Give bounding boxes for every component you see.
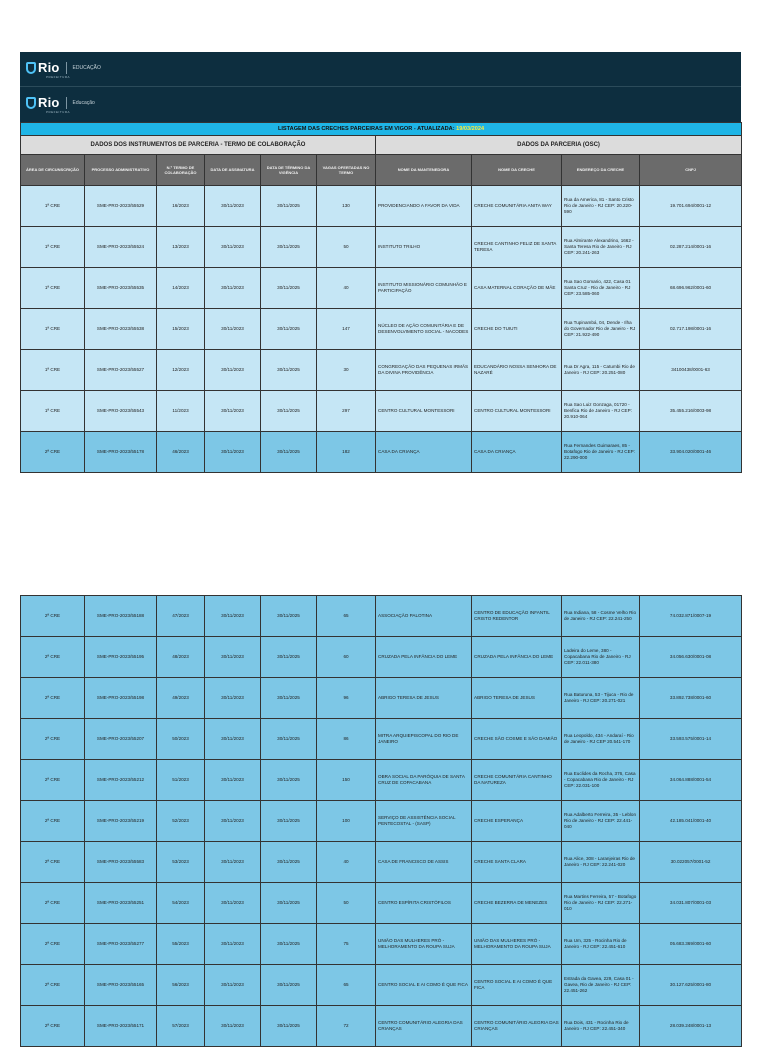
cell-termo: 14/2023 [157,268,205,309]
cell-vagas: 297 [317,391,376,432]
cell-area: 2ª CRE [21,432,85,473]
table-row [21,432,742,473]
table-row [21,350,742,391]
cell-termino: 30/11/2025 [261,719,317,760]
cell-mantenedora: UNIÃO DAS MULHERES PRÓ - MELHORAMENTO DA ROUPA SUJA [376,924,472,965]
cell-creche: EDUCANDÁRIO NOSSA SENHORA DE NAZARÉ [472,350,562,391]
cell-mantenedora: NÚCLEO DE AÇÃO COMUNITÁRIA E DE DESENVOLVIMENTO SOCIAL - NACODES [376,309,472,350]
cell-assinatura: 30/11/2023 [205,924,261,965]
cell-creche: CRECHE COMUNITÁRIA ANITA WAY [472,186,562,227]
cell-endereco: Rua Adalberto Ferreira, 35 - Leblon Rio de Janeiro - RJ CEP: 22.441-040 [562,801,640,842]
cell-cnpj: 30.022057/0001-52 [640,842,742,883]
cell-creche: CRECHE ESPERANÇA [472,801,562,842]
cell-processo: SME-PRO-2023/55207 [85,719,157,760]
col-termo: N.º TERMO DE COLABORAÇÃO [157,155,205,186]
table-body-1 [21,186,742,473]
cell-endereco: Ladeira do Leme, 380 - Copacabana Rio de Janeiro - RJ CEP: 22.011-380 [562,637,640,678]
cell-assinatura: 30/11/2023 [205,801,261,842]
cell-vagas: 50 [317,883,376,924]
cell-creche: CENTRO COMUNITÁRIO ALEGRIA DAS CRIANÇAS [472,1006,562,1047]
table-row [21,309,742,350]
col-creche: NOME DA CRECHE [472,155,562,186]
department-label: EDUCAÇÃO [72,64,101,71]
cell-vagas: 72 [317,1006,376,1047]
column-header-row [21,155,742,186]
cell-termo: 48/2023 [157,637,205,678]
cell-vagas: 30 [317,350,376,391]
cell-creche: CASA MATERNAL CORAÇÃO DE MÃE [472,268,562,309]
update-date: 19/03/2024 [456,126,485,132]
cell-vagas: 150 [317,760,376,801]
cell-area: 2ª CRE [21,637,85,678]
cell-creche: CRECHE SANTA CLARA [472,842,562,883]
cell-mantenedora: INSTITUTO MISSIONÁRIO COMUNHÃO E PARTICIPAÇÃO [376,268,472,309]
table-row [21,268,742,309]
cell-processo: SME-PRO-2023/55188 [85,596,157,637]
cell-mantenedora: OBRA SOCIAL DA PARÓQUIA DE SANTA CRUZ DE COPACABANA [376,760,472,801]
cell-processo: SME-PRO-2023/55277 [85,924,157,965]
cell-vagas: 50 [317,227,376,268]
cell-endereco: Rua Martins Ferreira, 57 - Botafogo Rio de Janeiro - RJ CEP: 22.271-010 [562,883,640,924]
cell-creche: CRECHE SÃO COSME E SÃO DAMIÃO [472,719,562,760]
cell-endereco: Rua Fernandes Guimaraes, 85 - Botafogo Rio de Janeiro - RJ CEP: 22.290-000 [562,432,640,473]
cell-endereco: Rua Tupinambá, 04, Dende - Ilha do Governador Rio de Janeiro - RJ CEP: 21.922-490 [562,309,640,350]
cell-area: 2ª CRE [21,842,85,883]
cell-creche: CENTRO SOCIAL E AI COMO É QUE FICA [472,965,562,1006]
cell-cnpj: 02.287.214/0001-16 [640,227,742,268]
cell-endereco: Rua Euclides da Rocha, 376, Casa - Copacabana Rio de Janeiro - RJ CEP: 22.031-100 [562,760,640,801]
cell-assinatura: 30/11/2023 [205,268,261,309]
cell-area: 1ª CRE [21,227,85,268]
cell-creche: UNIÃO DAS MULHERES PRÓ - MELHORAMENTO DA ROUPA SUJA [472,924,562,965]
cell-termino: 30/11/2025 [261,842,317,883]
cell-termino: 30/11/2025 [261,637,317,678]
cell-vagas: 60 [317,637,376,678]
cell-termino: 30/11/2025 [261,801,317,842]
cell-cnpj: 34100438/0001-63 [640,350,742,391]
cell-cnpj: 28.039.248/0001-13 [640,1006,742,1047]
cell-termo: 55/2023 [157,924,205,965]
table-row [21,637,742,678]
table-row [21,391,742,432]
table-row [21,1006,742,1047]
cell-cnpj: 74.032.871/0007-19 [640,596,742,637]
cell-termo: 52/2023 [157,801,205,842]
page-title: LISTAGEM DAS CRECHES PARCEIRAS EM VIGOR - ATUALIZADA: 19/03/2024 [21,123,742,136]
cell-mantenedora: CONGREGAÇÃO DAS PEQUENAS IRMÃS DA DIVINA PROVIDÊNCIA [376,350,472,391]
cell-assinatura: 30/11/2023 [205,391,261,432]
logo-divider [66,62,67,74]
cell-termo: 53/2023 [157,842,205,883]
section-header-row [21,136,742,155]
logo-divider [66,97,67,109]
cell-termo: 46/2023 [157,432,205,473]
cell-termino: 30/11/2025 [261,186,317,227]
table-row [21,678,742,719]
cell-area: 2ª CRE [21,719,85,760]
cell-vagas: 86 [317,719,376,760]
cell-termino: 30/11/2025 [261,596,317,637]
creches-table-part-2 [20,595,742,1047]
cell-termo: 47/2023 [157,596,205,637]
cell-termino: 30/11/2025 [261,760,317,801]
cell-termino: 30/11/2025 [261,391,317,432]
cell-termino: 30/11/2025 [261,883,317,924]
cell-assinatura: 30/11/2023 [205,596,261,637]
cell-termino: 30/11/2025 [261,924,317,965]
cell-area: 2ª CRE [21,596,85,637]
table-row [21,760,742,801]
table-body-2 [21,596,742,1047]
cell-assinatura: 30/11/2023 [205,186,261,227]
cell-termo: 51/2023 [157,760,205,801]
cell-termo: 16/2023 [157,186,205,227]
table-row [21,801,742,842]
cell-assinatura: 30/11/2023 [205,227,261,268]
cell-termo: 57/2023 [157,1006,205,1047]
cell-mantenedora: ABRIGO TERESA DE JESUS [376,678,472,719]
table-row [21,883,742,924]
cell-area: 1ª CRE [21,350,85,391]
table-row [21,596,742,637]
cell-assinatura: 30/11/2023 [205,883,261,924]
cell-cnpj: 34.031.807/0001-03 [640,883,742,924]
cell-processo: SME-PRO-2023/55583 [85,842,157,883]
cell-endereco: Rua da America, 81 - Santo Cristo Rio de Janeiro - RJ CEP: 20.220-590 [562,186,640,227]
col-termino: DATA DE TÉRMINO DA VIGÊNCIA [261,155,317,186]
cell-termo: 15/2023 [157,309,205,350]
cell-area: 1ª CRE [21,186,85,227]
cell-mantenedora: CENTRO ESPÍRITA CRISTÓFILOS [376,883,472,924]
col-processo: PROCESSO ADMINISTRATIVO [85,155,157,186]
cell-processo: SME-PRO-2023/55543 [85,391,157,432]
second-banner [20,86,741,123]
cell-creche: ABRIGO TERESA DE JESUS [472,678,562,719]
rio-logo: Rio PREFEITURA EDUCAÇÃO [26,60,101,75]
cell-processo: SME-PRO-2023/55198 [85,678,157,719]
cell-area: 1ª CRE [21,268,85,309]
cell-vagas: 147 [317,309,376,350]
cell-mantenedora: ASSOCIAÇÃO PALOTINA [376,596,472,637]
cell-cnpj: 33.892.738/0001-60 [640,678,742,719]
cell-processo: SME-PRO-2023/55195 [85,637,157,678]
cell-vagas: 40 [317,268,376,309]
cell-creche: CASA DA CRIANÇA [472,432,562,473]
cell-mantenedora: CASA DA CRIANÇA [376,432,472,473]
col-mantenedora: NOME DA MANTENEDORA [376,155,472,186]
cell-vagas: 100 [317,801,376,842]
cell-assinatura: 30/11/2023 [205,432,261,473]
col-vagas: VAGAS OFERTADAS NO TERMO [317,155,376,186]
cell-processo: SME-PRO-2023/55524 [85,227,157,268]
top-banner [20,52,741,86]
cell-mantenedora: CASA DE FRANCISCO DE ASSIS [376,842,472,883]
cell-cnpj: 34.064.888/0001-54 [640,760,742,801]
cell-mantenedora: SERVIÇO DE ASSISTÊNCIA SOCIAL PENTECOSTAL - (SASP) [376,801,472,842]
table-row [21,924,742,965]
rio-logo-icon [26,62,36,74]
section-instrumentos: DADOS DOS INSTRUMENTOS DE PARCERIA - TERMO DE COLABORAÇÃO [21,136,376,155]
cell-termo: 50/2023 [157,719,205,760]
cell-endereco: Rua Baturuna, 53 - Tijuca - Rio de Janeiro - RJ CEP: 20.271-021 [562,678,640,719]
cell-cnpj: 34.056.630/0001-08 [640,637,742,678]
cell-endereco: Rua Alice, 308 - Laranjeiras Rio de Janeiro - RJ CEP: 22.241-020 [562,842,640,883]
cell-area: 2ª CRE [21,965,85,1006]
cell-vagas: 40 [317,842,376,883]
cell-vagas: 130 [317,186,376,227]
department-label: Educação [72,99,95,106]
cell-assinatura: 30/11/2023 [205,1006,261,1047]
cell-assinatura: 30/11/2023 [205,760,261,801]
cell-creche: CRUZADA PELA INFÂNCIA DO LEME [472,637,562,678]
table-row [21,842,742,883]
cell-termino: 30/11/2025 [261,678,317,719]
col-cnpj: CNPJ [640,155,742,186]
cell-area: 2ª CRE [21,883,85,924]
rio-logo-secondary: Rio PREFEITURA Educação [26,95,95,110]
table-row [21,719,742,760]
cell-endereco: Rua Dr Agra, 115 - Catumbi Rio de Janeiro - RJ CEP: 20.251-080 [562,350,640,391]
cell-processo: SME-PRO-2023/55212 [85,760,157,801]
cell-creche: CRECHE BEZERRA DE MENEZES [472,883,562,924]
cell-cnpj: 33.904.020/0001-46 [640,432,742,473]
rio-logo-icon [26,97,36,109]
cell-cnpj: 35.455.216/0003-98 [640,391,742,432]
cell-termino: 30/11/2025 [261,350,317,391]
cell-endereco: Rua Sao Luiz Gonzaga, 01720 - Benfica Rio de Janeiro - RJ CEP: 20.910-064 [562,391,640,432]
cell-processo: SME-PRO-2023/55171 [85,1006,157,1047]
cell-endereco: Estrada da Gavea, 229, Casa 01 - Gavea, Rio de Janeiro - RJ CEP: 22.451-262 [562,965,640,1006]
cell-area: 2ª CRE [21,801,85,842]
cell-area: 2ª CRE [21,760,85,801]
col-endereco: ENDEREÇO DA CRECHE [562,155,640,186]
cell-processo: SME-PRO-2023/55535 [85,268,157,309]
cell-termino: 30/11/2025 [261,268,317,309]
cell-cnpj: 02.717.198/0001-16 [640,309,742,350]
cell-assinatura: 30/11/2023 [205,719,261,760]
cell-area: 1ª CRE [21,309,85,350]
cell-creche: CENTRO CULTURAL MONTESSORI [472,391,562,432]
cell-cnpj: 30.127.625/0001-80 [640,965,742,1006]
cell-vagas: 75 [317,924,376,965]
cell-creche: CRECHE CANTINHO FELIZ DE SANTA TERESA [472,227,562,268]
cell-vagas: 96 [317,678,376,719]
cell-area: 2ª CRE [21,1006,85,1047]
cell-vagas: 65 [317,596,376,637]
cell-mantenedora: CRUZADA PELA INFÂNCIA DO LEME [376,637,472,678]
cell-creche: CENTRO DE EDUCAÇÃO INFANTIL CRISTO REDENTOR [472,596,562,637]
cell-mantenedora: CENTRO CULTURAL MONTESSORI [376,391,472,432]
cell-termo: 56/2023 [157,965,205,1006]
cell-processo: SME-PRO-2023/55165 [85,965,157,1006]
cell-termo: 12/2023 [157,350,205,391]
cell-termo: 49/2023 [157,678,205,719]
cell-endereco: Rua Almirante Alexandrino, 1662 - Santa Teresa Rio de Janeiro - RJ CEP: 20.241-263 [562,227,640,268]
cell-processo: SME-PRO-2023/55219 [85,801,157,842]
cell-cnpj: 05.683.369/0001-60 [640,924,742,965]
cell-mantenedora: CENTRO COMUNITÁRIO ALEGRIA DAS CRIANÇAS [376,1006,472,1047]
table-row [21,227,742,268]
cell-creche: CRECHE COMUNITÁRIA CANTINHO DA NATUREZA [472,760,562,801]
col-assinatura: DATA DE ASSINATURA [205,155,261,186]
cell-cnpj: 19.701.694/0001-12 [640,186,742,227]
cell-mantenedora: CENTRO SOCIAL E AI COMO É QUE FICA [376,965,472,1006]
cell-assinatura: 30/11/2023 [205,350,261,391]
cell-assinatura: 30/11/2023 [205,309,261,350]
cell-endereco: Rua Sao Gomario, 422, Casa 01 Santa Cruz - Rio de Janeiro - RJ CEP: 23.585-060 [562,268,640,309]
cell-endereco: Rua Dois, 431 - Rocinha Rio de Janeiro - RJ CEP: 22.451-340 [562,1006,640,1047]
cell-termino: 30/11/2025 [261,309,317,350]
cell-processo: SME-PRO-2023/55538 [85,309,157,350]
cell-cnpj: 68.696.962/0001-60 [640,268,742,309]
cell-assinatura: 30/11/2023 [205,678,261,719]
cell-area: 2ª CRE [21,678,85,719]
creches-table-part-1 [20,122,742,473]
cell-area: 1ª CRE [21,391,85,432]
cell-mantenedora: MITRA ARQUIEPISCOPAL DO RIO DE JANEIRO [376,719,472,760]
cell-assinatura: 30/11/2023 [205,842,261,883]
cell-termino: 30/11/2025 [261,965,317,1006]
cell-vagas: 182 [317,432,376,473]
cell-termino: 30/11/2025 [261,227,317,268]
cell-processo: SME-PRO-2023/55178 [85,432,157,473]
cell-endereco: Rua Um, 325 - Rocinha Rio de Janeiro - RJ CEP: 22.451-610 [562,924,640,965]
cell-termo: 11/2023 [157,391,205,432]
title-row [21,123,742,136]
cell-processo: SME-PRO-2023/55251 [85,883,157,924]
col-area: ÁREA DE CIRCUNSCRIÇÃO [21,155,85,186]
cell-termino: 30/11/2025 [261,1006,317,1047]
cell-processo: SME-PRO-2023/55527 [85,350,157,391]
cell-endereco: Rua Indiana, 58 - Cosme Velho Rio de Janeiro - RJ CEP: 22.241-250 [562,596,640,637]
cell-mantenedora: INSTITUTO TRILHO [376,227,472,268]
cell-area: 2ª CRE [21,924,85,965]
cell-processo: SME-PRO-2023/55529 [85,186,157,227]
section-parceria: DADOS DA PARCERIA (OSC) [376,136,742,155]
table-row [21,965,742,1006]
cell-assinatura: 30/11/2023 [205,637,261,678]
cell-cnpj: 42.185.041/0001-40 [640,801,742,842]
cell-cnpj: 33.593.575/0001-14 [640,719,742,760]
table-row [21,186,742,227]
cell-termo: 13/2023 [157,227,205,268]
cell-mantenedora: PROVIDENCIANDO A FAVOR DA VIDA [376,186,472,227]
cell-termo: 54/2023 [157,883,205,924]
cell-endereco: Rua Leopoldo, 434 - Andaraí - Rio de Janeiro - RJ CEP 20.541-170 [562,719,640,760]
cell-creche: CRECHE DO TUIUTI [472,309,562,350]
cell-assinatura: 30/11/2023 [205,965,261,1006]
cell-vagas: 65 [317,965,376,1006]
cell-termino: 30/11/2025 [261,432,317,473]
